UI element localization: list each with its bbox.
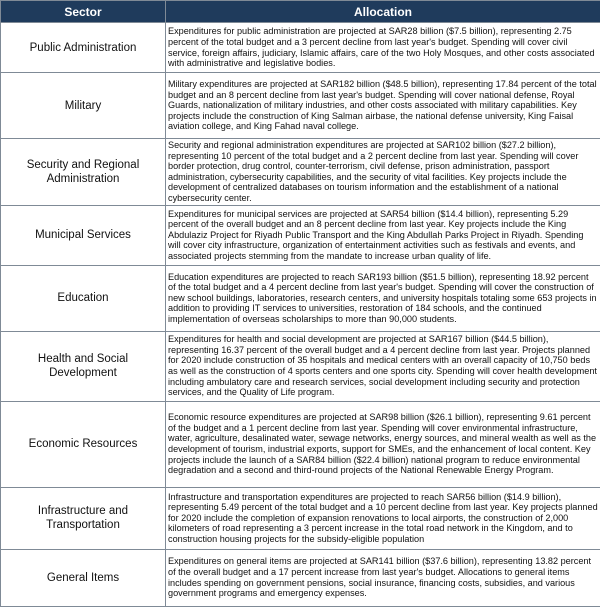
allocation-cell: Security and regional administration expenditures are projected at SAR102 billion ($27.2 billion), representing 10 percent of the total budget and a 2 percent decline from last year. Spending will cover border protection, drug control, counter-terrorism, civil defense, prison administration, passport administration, cybersecurity capabilities, and the security of vital facilities. Key projects include the development of centralized databases on tourism information and the establishment of a national cybersecurity center. [166,139,600,206]
table-row [1,205,600,265]
table-row [1,265,600,331]
sector-cell: Public Administration [1,23,166,73]
allocation-cell: Economic resource expenditures are projected at SAR98 billion ($26.1 billion), representing 9.61 percent of the budget and a 1 percent decline from last year. Spending will cover environmental infrastructure, water, agriculture, desalinated water, sewage networks, energy sources, and mineral wealth as well as the development of tourism, industrial exports, support for SMEs, and the enhancement of local content. Key projects include the launch of a SAR84 billion ($22.4 billion) national program to reduce environmental degradation and a second and third-round projects of the National Renewable Energy Program. [166,401,600,487]
table-header [1,1,600,23]
table-row [1,549,600,606]
sector-cell: Municipal Services [1,205,166,265]
table-row [1,23,600,73]
table-row [1,139,600,206]
sector-cell: Health and Social Development [1,331,166,401]
table-body [1,23,600,607]
sector-cell: Infrastructure and Transportation [1,487,166,549]
sector-cell: Military [1,73,166,139]
allocation-cell: Expenditures for municipal services are projected at SAR54 billion ($14.4 billion), representing 5.29 percent of the overall budget and an 8 percent decline from last year. Key projects include the King Abdulaziz Project for Riyadh Public Transport and the King Abdullah Parks Project in Riyadh. Spending will cover city infrastructure, organization of entertainment activities such as festivals and events, and associated projects stemming from the mandate to increase urban quality of life. [166,205,600,265]
allocation-cell: Expenditures for health and social development are projected at SAR167 billion ($44.5 billion), representing 16.37 percent of the overall budget and a 4 percent decline from last year. Projects planned for 2020 include construction of 35 hospitals and medical centers with an overall capacity of 10,750 beds as well as the construction of 4 sports centers and one sports city. Spending will cover health development including ambulatory care and research services, social development including security and protection services, and the Quality of Life program. [166,331,600,401]
allocation-cell: Military expenditures are projected at SAR182 billion ($48.5 billion), representing 17.84 percent of the total budget and an 8 percent decline from last year's budget. Spending will cover national defense, Royal Guards, nationalization of military industries, and other costs associated with military capabilities. Key projects include the construction of King Salman airbase, the national defense university, King Faisal aviation college, and King Fahad naval college. [166,73,600,139]
sector-cell: Economic Resources [1,401,166,487]
sector-cell: Education [1,265,166,331]
table-row [1,487,600,549]
table-row [1,73,600,139]
allocation-cell: Expenditures for public administration are projected at SAR28 billion ($7.5 billion), representing 2.75 percent of the total budget and a 3 percent decline from last year's budget. Spending will cover civil service, foreign affairs, judiciary, Islamic affairs, care of the two Holy Mosques, and other costs associated with administrative and legislative bodies. [166,23,600,73]
table-row [1,331,600,401]
sector-cell: General Items [1,549,166,606]
sector-column-header: Sector [1,1,166,23]
allocation-cell: Education expenditures are projected to reach SAR193 billion ($51.5 billion), representing 18.92 percent of the total budget and a 4 percent decline from last year's budget. Spending will cover the construction of new school buildings, laboratories, research centers, and university hospitals totaling some 653 projects in addition to providing IT services to universities, restoration of 184 schools, and the continued implementation of overseas scholarships to more than 90,000 students. [166,265,600,331]
allocation-cell: Infrastructure and transportation expenditures are projected to reach SAR56 billion ($14.9 billion), representing 5.49 percent of the total budget and a 10 percent decline from last year. Key projects planned for 2020 include the completion of expansion renovations to local airports, the construction of 2,000 kilometers of road representing a 3 percent increase in the total road network in the Kingdom, and to construction housing projects for the subsidy-eligible population [166,487,600,549]
header-row [1,1,600,23]
allocation-column-header: Allocation [166,1,600,23]
sector-cell: Security and Regional Administration [1,139,166,206]
table-row [1,401,600,487]
allocation-cell: Expenditures on general items are projected at SAR141 billion ($37.6 billion), representing 13.82 percent of the overall budget and a 17 percent increase from last year's budget. Allocations to general items includes spending on government pensions, social insurance, financing costs, subsidies, and various government programs and emergency expenses. [166,549,600,606]
